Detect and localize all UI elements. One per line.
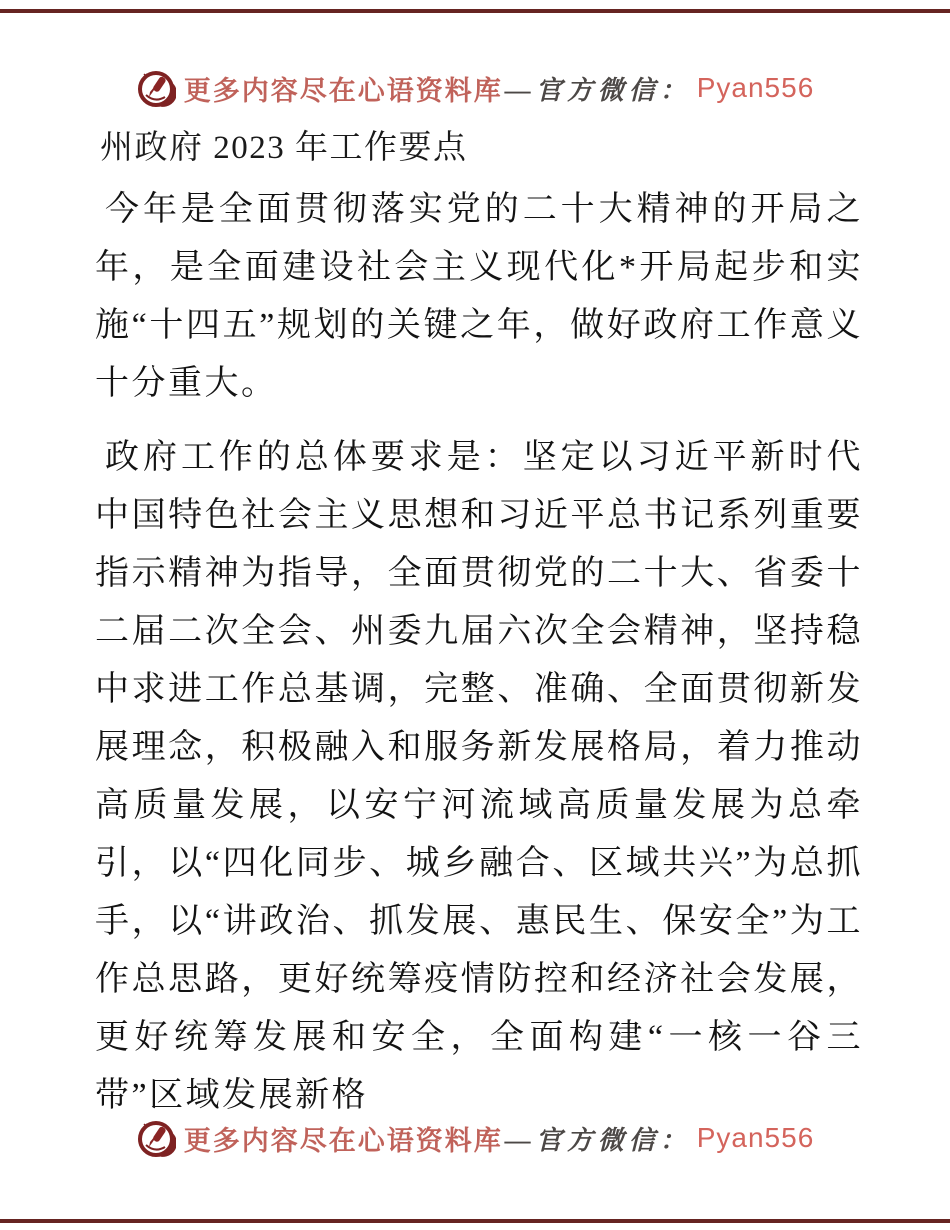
xinyu-library-logo-icon	[136, 66, 176, 110]
top-page-rule	[0, 9, 950, 13]
paragraph-2: 政府工作的总体要求是：坚定以习近平新时代中国特色社会主义思想和习近平总书记系列重要指示精神为指导，全面贯彻党的二十大、省委十二届二次全会、州委九届六次全会精神，坚持稳中求进工作总基调，完整、准确、全面贯彻新发展理念，积极融入和服务新发展格局，着力推动高质量发展，以安宁河流域高质量发展为总牵引，以“四化同步、城乡融合、区域共兴”为总抓手，以“讲政治、抓发展、惠民生、保安全”为工作总思路，更好统筹疫情防控和经济社会发展，更好统筹发展和安全，全面构建“一核一谷三带”区域发展新格	[95, 439, 863, 1114]
paragraph-1: 今年是全面贯彻落实党的二十大精神的开局之年，是全面建设社会主义现代化*开局起步和实施“十四五”规划的关键之年，做好政府工作意义十分重大。	[95, 191, 863, 402]
bottom-page-rule	[0, 1219, 950, 1223]
watermark-wechat-account: Pyan556	[696, 1122, 815, 1153]
watermark-channel-label: —官方微信：	[504, 75, 691, 105]
watermark-brand-text: 更多内容尽在心语资料库	[183, 75, 503, 106]
watermark-brand-text: 更多内容尽在心语资料库	[183, 1125, 503, 1156]
document-title: 州政府 2023 年工作要点	[100, 130, 468, 166]
header-watermark	[0, 66, 950, 110]
xinyu-library-logo-icon	[136, 1116, 176, 1160]
watermark-wechat-account: Pyan556	[696, 72, 815, 103]
footer-watermark	[0, 1116, 950, 1160]
watermark-channel-label: —官方微信：	[504, 1125, 691, 1155]
document-body	[95, 181, 863, 1141]
